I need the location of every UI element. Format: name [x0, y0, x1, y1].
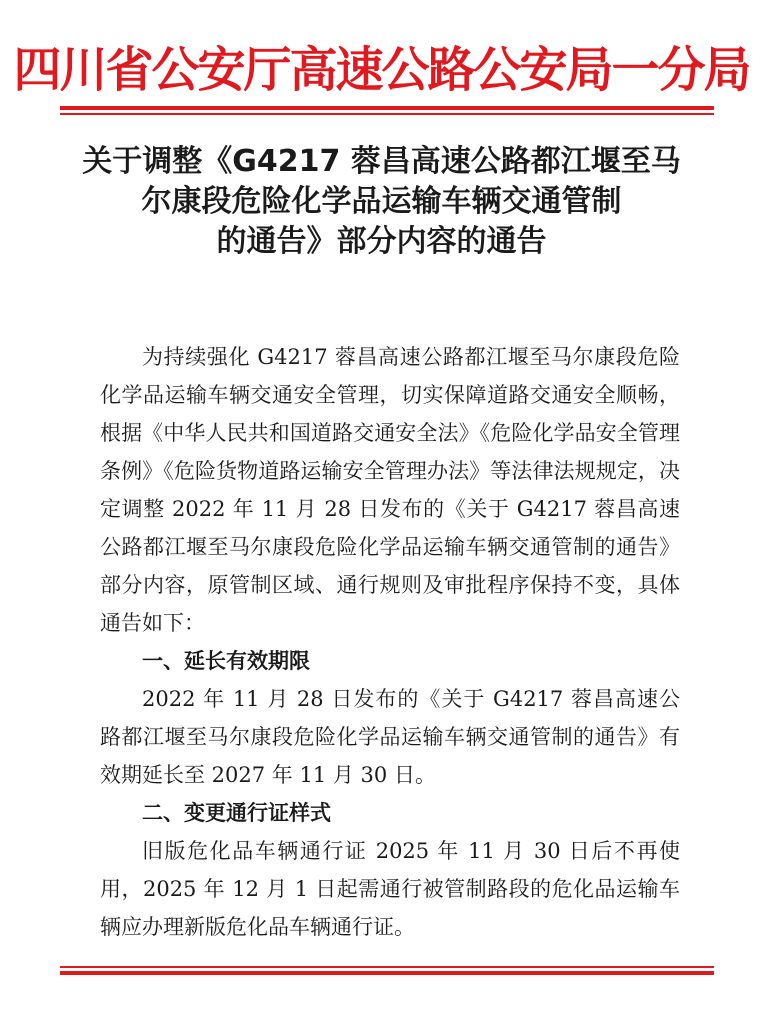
header-double-rule [60, 106, 714, 115]
footer-rule-thick [60, 971, 714, 975]
header-rule-thin [60, 113, 714, 115]
title-line-3: 的通告》部分内容的通告 [216, 224, 547, 259]
title-line-1: 关于调整《G4217 蓉昌高速公路都江堰至马 [82, 144, 681, 179]
issuing-authority-masthead: 四川省公安厅高速公路公安局一分局 [13, 42, 750, 98]
title-line-2: 尔康段危险化学品运输车辆交通管制 [141, 184, 622, 219]
footer-double-rule [60, 966, 714, 975]
section-heading-extend-validity: 一、延长有效期限 [142, 649, 310, 673]
document-body [100, 338, 680, 946]
section-paragraph-change-permit: 旧版危化品车辆通行证 2025 年 11 月 30 日后不再使用，2025 年 12 月 1 日起需通行被管制路段的危化品运输车辆应办理新版危化品车辆通行证。 [100, 839, 680, 939]
intro-paragraph: 为持续强化 G4217 蓉昌高速公路都江堰至马尔康段危险化学品运输车辆交通安全管理，切实保障道路交通安全顺畅，根据《中华人民共和国道路交通安全法》《危险化学品安全管理条例》《危险货物道路运输安全管理办法》等法律法规规定，决定调整 2022 年 11 月 28 日发布的《关于 G4217 蓉昌高速公路都江堰至马尔康段危险化学品运输车辆交通管制的通告》部分内容，原管制区域、通行规则及审批程序保持不变，具体通告如下： [100, 345, 680, 635]
section-paragraph-extend-validity: 2022 年 11 月 28 日发布的《关于 G4217 蓉昌高速公路都江堰至马尔康段危险化学品运输车辆交通管制的通告》有效期延长至 2027 年 11 月 30 日。 [100, 687, 680, 787]
section-heading-change-permit: 二、变更通行证样式 [142, 801, 331, 825]
document-title [0, 142, 763, 262]
